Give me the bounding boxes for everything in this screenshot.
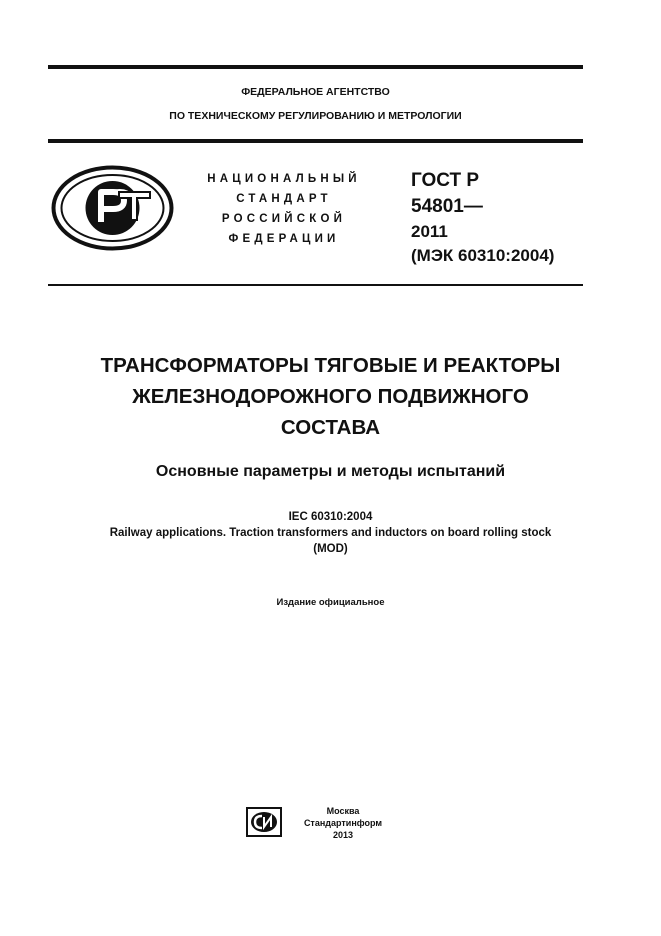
standard-type-line-3: РОССИЙСКОЙ xyxy=(221,213,347,225)
title-line-2: ЖЕЛЕЗНОДОРОЖНОГО ПОДВИЖНОГО xyxy=(132,385,529,408)
publication-year: 2013 xyxy=(332,830,354,840)
designation-line-2: 54801— xyxy=(411,196,483,217)
standard-type-line-2: СТАНДАРТ xyxy=(236,193,332,205)
agency-line-2: ПО ТЕХНИЧЕСКОМУ РЕГУЛИРОВАНИЮ И МЕТРОЛОГИИ xyxy=(169,110,462,122)
iec-code: IEC 60310:2004 xyxy=(288,511,373,523)
publisher-city: Москва xyxy=(326,806,360,816)
subtitle: Основные параметры и методы испытаний xyxy=(155,463,506,480)
iec-mod: (MOD) xyxy=(313,543,348,555)
standartinform-logo-icon xyxy=(246,807,282,837)
header-rule xyxy=(48,139,583,143)
iec-title: Railway applications. Traction transformers and inductors on board rolling stock xyxy=(109,527,552,539)
title-line-3: СОСТАВА xyxy=(280,416,381,439)
designation-line-4: (МЭК 60310:2004) xyxy=(411,246,555,265)
rst-certification-logo-icon xyxy=(51,165,174,251)
standard-type-line-4: ФЕДЕРАЦИИ xyxy=(228,233,340,245)
designation-rule xyxy=(48,284,583,286)
top-rule xyxy=(48,65,583,69)
designation-line-3: 2011 xyxy=(411,222,448,241)
agency-line-1: ФЕДЕРАЛЬНОЕ АГЕНТСТВО xyxy=(241,86,390,98)
edition-label: Издание официальное xyxy=(276,597,385,608)
designation-line-1: ГОСТ Р xyxy=(411,170,480,191)
title-line-1: ТРАНСФОРМАТОРЫ ТЯГОВЫЕ И РЕАКТОРЫ xyxy=(100,354,561,377)
standard-type-line-1: НАЦИОНАЛЬНЫЙ xyxy=(207,173,361,185)
publisher-name: Стандартинформ xyxy=(303,818,383,828)
